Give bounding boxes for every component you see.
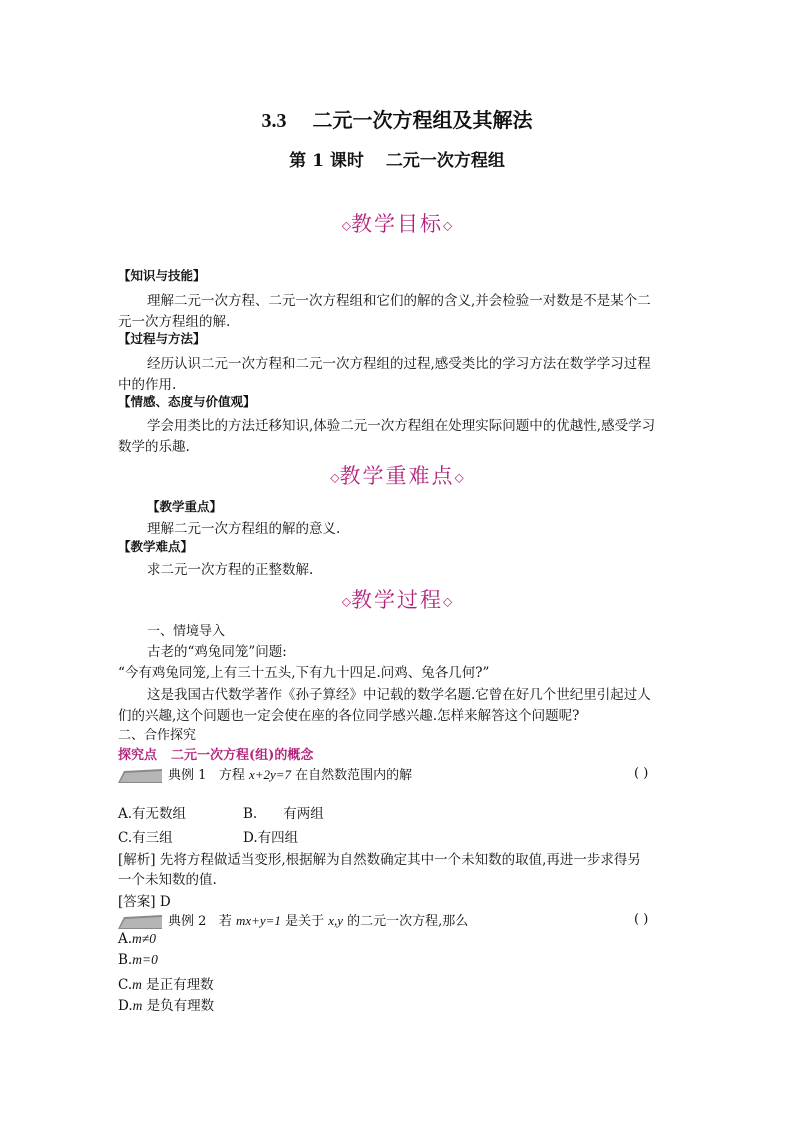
explore-title: 二元一次方程(组)的概念 — [171, 748, 314, 763]
knowledge-label: 【知识与技能】 — [118, 268, 206, 283]
option-text: 是负有理数 — [142, 998, 215, 1014]
example-2-stem — [118, 910, 468, 929]
knowledge-line-2: 元一次方程组的解. — [118, 314, 231, 330]
example-2-equation: mx+y=1 — [235, 913, 281, 928]
page-title — [0, 104, 794, 133]
example-2-stem-mid: 是关于 — [280, 914, 329, 929]
difficulty-text: 求二元一次方程的正整数解. — [147, 562, 314, 578]
example-tab-icon — [118, 915, 162, 929]
section-heading-key-points — [0, 460, 794, 490]
diamond-icon: ◇ — [341, 594, 351, 609]
emotion-label: 【情感、态度与价值观】 — [118, 394, 256, 409]
part2-heading: 二、合作探究 — [118, 728, 197, 743]
part1-heading: 一、情境导入 — [147, 624, 226, 639]
story-line-2: 们的兴趣,这个问题也一定会使在座的各位同学感兴趣.怎样来解答这个问题呢? — [118, 708, 580, 724]
example-1-label: 典例 1 — [168, 768, 207, 783]
example-2-option-d — [118, 994, 214, 1014]
difficulty-label: 【教学难点】 — [118, 539, 194, 554]
subtitle-text: 二元一次方程组 — [385, 151, 505, 171]
lesson-label: 第 1 课时 — [289, 151, 364, 171]
diamond-icon: ◇ — [341, 218, 351, 233]
option-letter: D. — [118, 998, 133, 1014]
process-line-2: 中的作用. — [118, 377, 177, 393]
example-2-vars: x,y — [328, 913, 343, 928]
emotion-line-2: 数学的乐趣. — [118, 439, 190, 455]
example-1-analysis-line-1: [解析] 先将方程做适当变形,根据解为自然数确定其中一个未知数的取值,再进一步求得另 — [118, 852, 641, 868]
title-text: 二元一次方程组及其解法 — [312, 108, 533, 132]
section-heading-objectives — [0, 208, 794, 238]
explore-label: 探究点 — [118, 748, 158, 763]
section-heading-text: 教学重难点 — [339, 464, 455, 488]
example-1-stem — [118, 764, 412, 783]
option-var: m — [132, 998, 143, 1013]
quote-text: “今有鸡兔同笼,上有三十五头,下有九十四足.问鸡、兔各几何?” — [118, 665, 490, 681]
option-var: m — [132, 977, 142, 992]
example-1-option-a: A.有无数组 — [118, 806, 187, 822]
focus-text: 理解二元一次方程组的解的意义. — [147, 521, 341, 537]
diamond-icon: ◇ — [443, 218, 453, 233]
section-heading-text: 教学目标 — [351, 212, 443, 236]
process-line-1: 经历认识二元一次方程和二元一次方程组的过程,感受类比的学习方法在数学学习过程 — [147, 356, 651, 372]
diamond-icon: ◇ — [443, 594, 453, 609]
diamond-icon: ◇ — [330, 470, 340, 485]
explore-heading — [118, 744, 313, 763]
option-letter: B. — [243, 806, 258, 822]
example-2-stem-post: 的二元一次方程,那么 — [343, 914, 469, 929]
example-tab-icon — [118, 769, 162, 783]
option-letter: A. — [118, 931, 133, 947]
focus-label: 【教学重点】 — [147, 499, 223, 514]
diamond-icon: ◇ — [454, 470, 464, 485]
option-text: 有两组 — [283, 806, 324, 822]
story-line-1: 这是我国古代数学著作《孙子算经》中记载的数学名题.它曾在好几个世纪里引起过人 — [147, 687, 651, 703]
option-text: m≠0 — [132, 931, 156, 946]
example-2-stem-pre: 若 — [218, 914, 236, 929]
example-1-answer: [答案] D — [118, 894, 171, 910]
example-2-option-b — [118, 952, 158, 968]
option-text: 是正有理数 — [141, 977, 214, 993]
section-heading-text: 教学过程 — [351, 588, 443, 612]
example-1-analysis-line-2: 一个未知数的值. — [118, 872, 217, 888]
example-1-option-b — [243, 802, 324, 822]
option-text: m=0 — [132, 952, 158, 967]
example-1-equation: x+2y=7 — [248, 767, 292, 782]
example-1-answer-blank: ( ) — [634, 766, 649, 781]
example-2-answer-blank: ( ) — [634, 912, 649, 927]
example-1-stem-pre: 方程 — [218, 768, 249, 783]
process-label: 【过程与方法】 — [118, 331, 206, 346]
option-letter: C. — [118, 977, 133, 993]
section-number: 3.3 — [261, 110, 287, 132]
option-letter: B. — [118, 952, 133, 968]
example-1-option-d: D.有四组 — [243, 830, 299, 846]
example-2-label: 典例 2 — [168, 914, 207, 929]
emotion-line-1: 学会用类比的方法迁移知识,体验二元一次方程组在处理实际问题中的优越性,感受学习 — [147, 418, 656, 434]
example-1-stem-post: 在自然数范围内的解 — [291, 768, 413, 783]
intro-text: 古老的“鸡兔同笼”问题: — [147, 644, 287, 660]
example-2-option-a — [118, 931, 156, 947]
page-subtitle — [0, 146, 794, 171]
example-1-option-c: C.有三组 — [118, 830, 173, 846]
example-2-option-c — [118, 973, 214, 993]
knowledge-line-1: 理解二元一次方程、二元一次方程组和它们的解的含义,并会检验一对数是不是某个二 — [147, 293, 651, 309]
section-heading-process — [0, 584, 794, 614]
